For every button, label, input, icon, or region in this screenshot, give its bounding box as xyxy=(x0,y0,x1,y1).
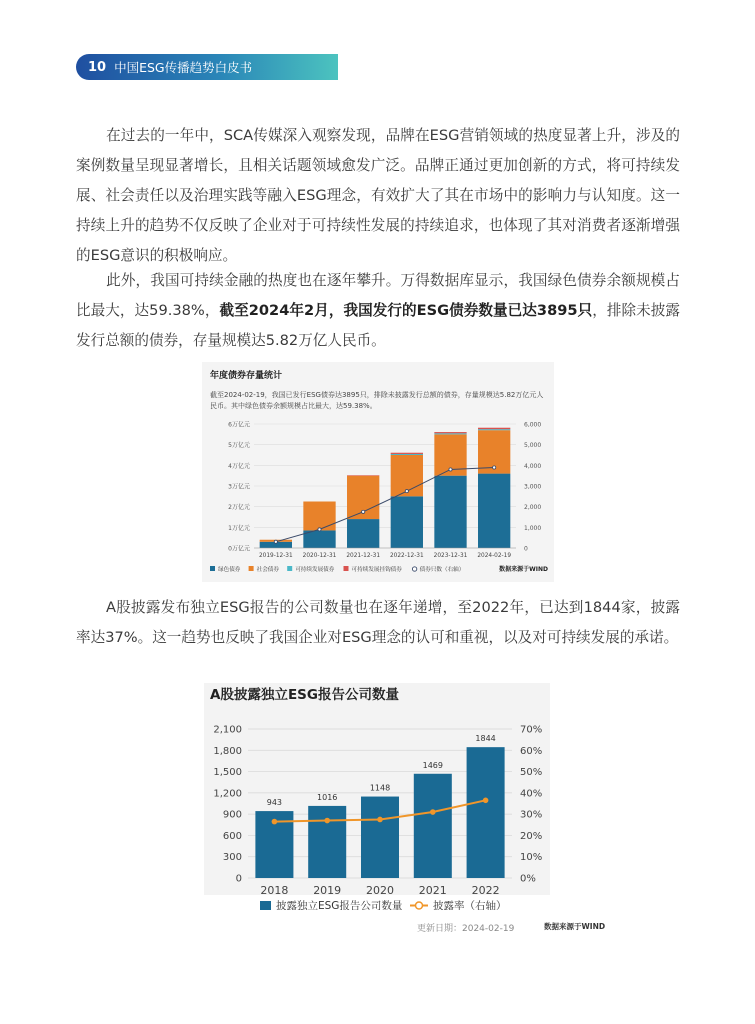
paragraph-a-share-esg xyxy=(76,593,680,653)
y-left-tick-label: 1,800 xyxy=(213,745,242,757)
bar-segment xyxy=(434,432,466,433)
y-right-tick-label: 5,000 xyxy=(524,442,542,450)
y-left-tick-label: 1万亿元 xyxy=(228,524,250,532)
legend-marker xyxy=(412,567,416,571)
chart-axis-legend xyxy=(204,880,550,910)
bar-segment xyxy=(347,475,379,476)
legend-label: 社会债券 xyxy=(256,567,279,573)
y-right-tick-label: 20% xyxy=(520,830,543,842)
x-tick-label: 2021-12-31 xyxy=(346,553,381,559)
x-tick-label: 2020-12-31 xyxy=(302,553,337,559)
x-tick-label: 2023-12-31 xyxy=(433,553,468,559)
y-right-tick-label: 1,000 xyxy=(524,524,542,532)
y-left-tick-label: 0万亿元 xyxy=(228,545,250,553)
paragraph-bold-text: 截至2024年2月，我国发行的ESG债券数量已达3895只 xyxy=(219,302,593,319)
paragraph-text: ，排除未披露发行总额的债券，存量规模达5.82万亿人民币。 xyxy=(76,302,680,349)
legend-marker xyxy=(249,566,254,571)
y-right-tick-label: 30% xyxy=(520,809,543,821)
bar-value-label: 1469 xyxy=(422,760,443,770)
data-source: 数据来源于WIND xyxy=(499,566,548,573)
y-right-tick-label: 40% xyxy=(520,788,543,800)
bar xyxy=(414,774,452,878)
paragraph-text: 此外，我国可持续金融的热度也在逐年攀升。万得数据库显示，我国绿色债券余额规模占比最大，达59.38%， xyxy=(76,272,680,319)
update-date: 更新日期：2024-02-19 xyxy=(417,924,515,934)
legend-marker xyxy=(210,566,215,571)
y-left-tick-label: 6万亿元 xyxy=(228,421,250,429)
bar xyxy=(361,797,399,878)
y-right-tick-label: 2,000 xyxy=(524,504,542,512)
y-left-tick-label: 900 xyxy=(222,809,242,821)
bar-value-label: 1016 xyxy=(317,792,338,802)
paragraph-text: 在过去的一年中，SCA传媒深入观察发现，品牌在ESG营销领域的热度显著上升，涉及的案例数量呈现显著增长，且相关话题领域愈发广泛。品牌正通过更加创新的方式，将可持续发展、社会责任以及治理实践等融入ESG理念，有效扩大了其在市场中的影响力与认知度。这一持续上升的趋势不仅反映了企业对于可持续性发展的持续追求，也体现了其对消费者逐渐增强的ESG意识的积极响应。 xyxy=(76,127,680,264)
y-right-tick-label: 0 xyxy=(524,545,528,553)
y-left-tick-label: 300 xyxy=(222,852,242,864)
series-point xyxy=(405,490,408,493)
y-right-tick-label: 60% xyxy=(520,745,543,757)
bar-segment xyxy=(391,496,423,548)
y-left-tick-label: 600 xyxy=(222,830,242,842)
bar-segment xyxy=(478,428,510,429)
chart-title: A股披露独立ESG报告公司数量 xyxy=(210,687,399,703)
bar-segment xyxy=(303,502,335,531)
bar-segment xyxy=(391,454,423,455)
page-number: 10 xyxy=(88,59,107,75)
y-right-tick-label: 50% xyxy=(520,767,543,779)
legend-label: 可持续发展挂钩债券 xyxy=(351,567,402,573)
y-left-tick-label: 3万亿元 xyxy=(228,483,250,491)
x-tick-label: 2019 xyxy=(313,884,342,897)
y-left-tick-label: 1,200 xyxy=(213,788,242,800)
bar-segment xyxy=(434,476,466,548)
y-right-tick-label: 3,000 xyxy=(524,483,542,491)
series-point xyxy=(377,817,383,823)
legend-marker xyxy=(416,902,423,909)
legend-label: 披露率（右轴） xyxy=(433,900,507,910)
y-right-tick-label: 6,000 xyxy=(524,421,542,429)
paragraph-sustainable-finance xyxy=(76,266,680,356)
bar-value-label: 943 xyxy=(266,798,283,808)
y-left-tick-label: 0 xyxy=(235,873,242,885)
paragraph-esg-marketing xyxy=(76,121,680,271)
page-header-banner xyxy=(76,54,338,80)
y-left-tick-label: 5万亿元 xyxy=(228,442,250,450)
a-share-esg-chart xyxy=(204,683,550,895)
series-point xyxy=(430,809,436,815)
chart-note: 截至2024-02-19，我国已发行ESG债券达3895只，排除未披露发行总额的债券，存量规模达5.82万亿元人民币。其中绿色债券余额规模占比最大，达59.38%。 xyxy=(210,391,544,410)
series-point xyxy=(318,528,321,531)
y-left-tick-label: 1,500 xyxy=(213,767,242,779)
legend-label: 披露独立ESG报告公司数量 xyxy=(276,900,403,910)
series-point xyxy=(493,466,496,469)
x-tick-label: 2024-02-19 xyxy=(477,553,512,559)
y-left-tick-label: 2,100 xyxy=(213,724,242,736)
legend-marker xyxy=(344,566,349,571)
data-source: 数据来源于WIND xyxy=(544,922,606,931)
bar-value-label: 1844 xyxy=(475,734,496,744)
series-point xyxy=(483,798,489,804)
x-tick-label: 2020 xyxy=(366,884,394,897)
legend-label: 绿色债券 xyxy=(218,567,241,573)
legend-marker xyxy=(287,566,292,571)
chart-plot xyxy=(202,362,554,582)
series-point xyxy=(324,818,330,824)
x-tick-label: 2021 xyxy=(418,884,447,897)
x-tick-label: 2018 xyxy=(260,884,289,897)
y-right-tick-label: 0% xyxy=(520,873,536,885)
x-tick-label: 2022 xyxy=(471,884,500,897)
chart-title: 年度债券存量统计 xyxy=(210,371,283,381)
paragraph-text: A股披露发布独立ESG报告的公司数量也在逐年递增，至2022年，已达到1844家，披露率达37%。这一趋势也反映了我国企业对ESG理念的认可和重视，以及对可持续发展的承诺。 xyxy=(76,599,680,646)
series-point xyxy=(272,819,278,825)
document-title: 中国ESG传播趋势白皮书 xyxy=(114,60,253,75)
chart-plot xyxy=(204,683,550,895)
bar-segment xyxy=(478,429,510,430)
y-left-tick-label: 2万亿元 xyxy=(228,504,250,512)
bar-segment xyxy=(478,474,510,548)
bar-segment xyxy=(391,453,423,454)
x-tick-label: 2019-12-31 xyxy=(258,553,293,559)
bar xyxy=(467,747,505,878)
y-left-tick-label: 4万亿元 xyxy=(228,462,250,470)
series-point xyxy=(362,510,365,513)
y-right-tick-label: 4,000 xyxy=(524,462,542,470)
legend-label: 可持续发展债券 xyxy=(295,567,335,573)
bond-stock-chart xyxy=(202,362,554,582)
legend-marker xyxy=(260,901,271,910)
series-point xyxy=(274,540,277,543)
bar-value-label: 1148 xyxy=(369,783,391,793)
bar xyxy=(308,806,346,878)
series-point xyxy=(449,468,452,471)
y-right-tick-label: 70% xyxy=(520,724,543,736)
legend-label: 债券只数（右轴） xyxy=(419,567,465,573)
y-right-tick-label: 10% xyxy=(520,852,543,864)
bar-segment xyxy=(434,433,466,434)
x-tick-label: 2022-12-31 xyxy=(389,553,424,559)
bar-segment xyxy=(347,519,379,548)
